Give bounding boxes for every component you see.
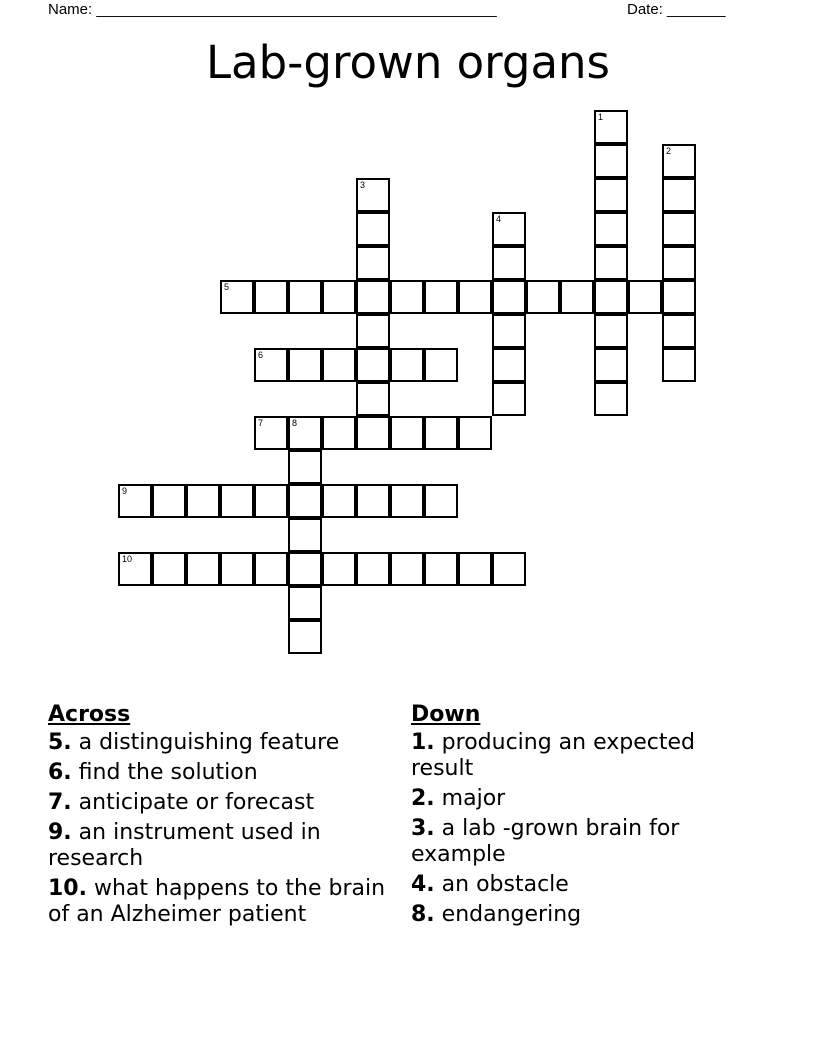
clue-number: 9 <box>122 486 128 496</box>
grid-cell[interactable] <box>492 280 526 314</box>
grid-cell[interactable] <box>356 552 390 586</box>
clue-number: 8 <box>292 418 298 428</box>
grid-cell[interactable] <box>356 314 390 348</box>
grid-cell[interactable] <box>560 280 594 314</box>
grid-cell[interactable] <box>662 280 696 314</box>
grid-cell[interactable] <box>594 348 628 382</box>
clue-text: producing an expected result <box>411 730 695 781</box>
grid-cell[interactable] <box>594 280 628 314</box>
grid-cell[interactable] <box>186 552 220 586</box>
down-clue <box>411 902 751 928</box>
grid-cell[interactable] <box>288 280 322 314</box>
grid-cell[interactable] <box>662 348 696 382</box>
grid-cell[interactable] <box>594 110 628 144</box>
grid-cell[interactable] <box>356 280 390 314</box>
grid-cell[interactable] <box>220 552 254 586</box>
grid-cell[interactable] <box>186 484 220 518</box>
grid-cell[interactable] <box>492 246 526 280</box>
clue-number: 7 <box>258 418 264 428</box>
grid-cell[interactable] <box>526 280 560 314</box>
grid-cell[interactable] <box>288 416 322 450</box>
grid-cell[interactable] <box>356 348 390 382</box>
clue-number: 1. <box>411 730 435 755</box>
clue-number: 2 <box>666 146 672 156</box>
grid-cell[interactable] <box>390 416 424 450</box>
grid-cell[interactable] <box>288 586 322 620</box>
grid-cell[interactable] <box>458 416 492 450</box>
clue-number: 3. <box>411 816 435 841</box>
grid-cell[interactable] <box>492 552 526 586</box>
grid-cell[interactable] <box>662 212 696 246</box>
grid-cell[interactable] <box>152 552 186 586</box>
grid-cell[interactable] <box>492 382 526 416</box>
grid-cell[interactable] <box>356 484 390 518</box>
grid-cell[interactable] <box>424 416 458 450</box>
clue-text: find the solution <box>78 760 258 785</box>
grid-cell[interactable] <box>254 280 288 314</box>
grid-cell[interactable] <box>390 348 424 382</box>
grid-cell[interactable] <box>356 246 390 280</box>
down-clue <box>411 730 751 782</box>
grid-cell[interactable] <box>322 348 356 382</box>
grid-cell[interactable] <box>254 552 288 586</box>
across-clue <box>48 730 403 756</box>
grid-cell[interactable] <box>458 552 492 586</box>
across-clue <box>48 760 403 786</box>
grid-cell[interactable] <box>356 212 390 246</box>
clue-number: 4. <box>411 872 435 897</box>
grid-cell[interactable] <box>322 280 356 314</box>
grid-cell[interactable] <box>662 178 696 212</box>
down-heading: Down <box>411 702 481 727</box>
grid-cell[interactable] <box>424 484 458 518</box>
across-clues <box>48 702 403 932</box>
grid-cell[interactable] <box>356 178 390 212</box>
clue-number: 7. <box>48 790 72 815</box>
grid-cell[interactable] <box>254 484 288 518</box>
grid-cell[interactable] <box>288 518 322 552</box>
grid-cell[interactable] <box>118 484 152 518</box>
grid-cell[interactable] <box>390 552 424 586</box>
date-field-label: Date: _______ <box>627 1 726 18</box>
grid-cell[interactable] <box>254 348 288 382</box>
down-clues <box>411 702 751 932</box>
page-title: Lab-grown organs <box>205 36 611 89</box>
grid-cell[interactable] <box>322 552 356 586</box>
clue-number: 2. <box>411 786 435 811</box>
clue-number: 5 <box>224 282 230 292</box>
across-clue <box>48 790 403 816</box>
grid-cell[interactable] <box>220 484 254 518</box>
grid-cell[interactable] <box>390 280 424 314</box>
grid-cell[interactable] <box>594 246 628 280</box>
clue-number: 6. <box>48 760 72 785</box>
grid-cell[interactable] <box>662 144 696 178</box>
clue-text: an obstacle <box>441 872 569 897</box>
clue-number: 10. <box>48 876 87 901</box>
across-clue <box>48 820 403 872</box>
clue-number: 9. <box>48 820 72 845</box>
grid-cell[interactable] <box>628 280 662 314</box>
clue-number: 4 <box>496 214 502 224</box>
down-clue <box>411 786 751 812</box>
grid-cell[interactable] <box>492 314 526 348</box>
grid-cell[interactable] <box>662 314 696 348</box>
name-field-label: Name: ________________________________________________ <box>48 1 497 18</box>
clue-number: 5. <box>48 730 72 755</box>
grid-cell[interactable] <box>458 280 492 314</box>
grid-cell[interactable] <box>492 348 526 382</box>
grid-cell[interactable] <box>220 280 254 314</box>
grid-cell[interactable] <box>492 212 526 246</box>
clue-number: 10 <box>122 554 133 564</box>
grid-cell[interactable] <box>594 212 628 246</box>
grid-cell[interactable] <box>594 178 628 212</box>
grid-cell[interactable] <box>288 348 322 382</box>
clue-number: 3 <box>360 180 366 190</box>
grid-cell[interactable] <box>254 416 288 450</box>
across-heading: Across <box>48 702 131 727</box>
grid-cell[interactable] <box>322 484 356 518</box>
grid-cell[interactable] <box>594 382 628 416</box>
clue-text: what happens to the brain of an Alzheimer patient <box>48 876 386 927</box>
clue-number: 1 <box>598 112 604 122</box>
across-clue <box>48 876 403 928</box>
grid-cell[interactable] <box>424 348 458 382</box>
clue-text: endangering <box>441 902 582 927</box>
grid-cell[interactable] <box>356 416 390 450</box>
grid-cell[interactable] <box>152 484 186 518</box>
clue-text: major <box>441 786 506 811</box>
clue-number: 6 <box>258 350 264 360</box>
grid-cell[interactable] <box>356 382 390 416</box>
clue-number: 8. <box>411 902 435 927</box>
clue-text: a lab -grown brain for example <box>411 816 680 867</box>
grid-cell[interactable] <box>288 620 322 654</box>
grid-cell[interactable] <box>322 416 356 450</box>
grid-cell[interactable] <box>288 484 322 518</box>
down-clue <box>411 872 751 898</box>
grid-cell[interactable] <box>424 280 458 314</box>
grid-cell[interactable] <box>288 552 322 586</box>
clue-text: a distinguishing feature <box>78 730 340 755</box>
grid-cell[interactable] <box>594 314 628 348</box>
clue-text: an instrument used in research <box>48 820 321 871</box>
grid-cell[interactable] <box>390 484 424 518</box>
grid-cell[interactable] <box>424 552 458 586</box>
grid-cell[interactable] <box>662 246 696 280</box>
grid-cell[interactable] <box>118 552 152 586</box>
grid-cell[interactable] <box>288 450 322 484</box>
clue-text: anticipate or forecast <box>78 790 315 815</box>
grid-cell[interactable] <box>594 144 628 178</box>
down-clue <box>411 816 751 868</box>
